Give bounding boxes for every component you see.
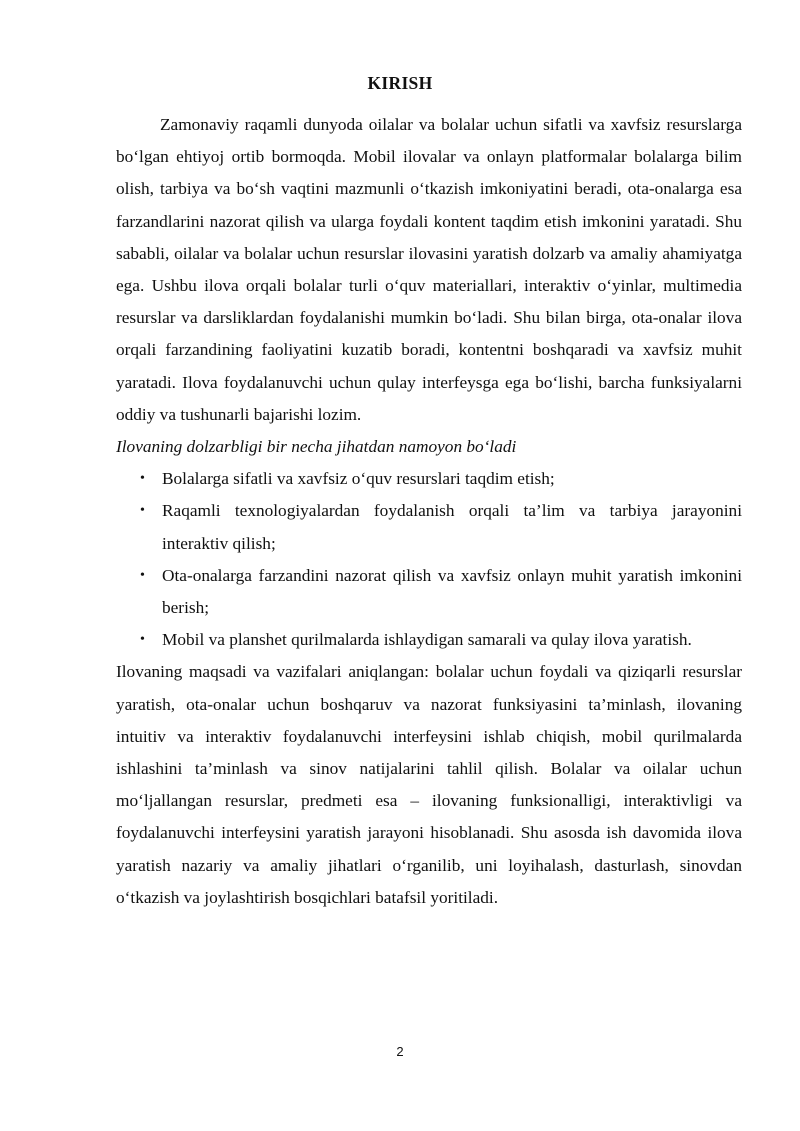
list-item	[140, 624, 742, 656]
list-item-text: Bolalarga sifatli va xavfsiz o‘quv resurslari taqdim etish;	[162, 469, 555, 489]
bullet-icon: •	[140, 567, 145, 583]
list-item	[140, 463, 742, 495]
body-text	[116, 109, 742, 914]
goals-paragraph: Ilovaning maqsadi va vazifalari aniqlangan: bolalar uchun foydali va qiziqarli resurslar yaratish, ota-onalar uchun boshqaruv va nazorat funksiyasini ta’minlash, ilovaning intuitiv va interaktiv foydalanuvchi interfeysini ishlab chiqish, mobil qurilmalarda ishlashini ta’minlash va sinov natijalarini tahlil qilish. Bolalar va oilalar uchun mo‘ljallangan resurslar, predmeti esa – ilovaning funksionalligi, interaktivligi va foydalanuvchi interfeysini yaratish jarayoni hisoblanadi. Shu asosda ish davomida ilova yaratish nazariy va amaliy jihatlari o‘rganilib, uni loyihalash, dasturlash, sinovdan o‘tkazish va joylashtirish bosqichlari batafsil yoritiladi.	[116, 662, 742, 907]
bullet-icon: •	[140, 471, 145, 487]
relevance-list	[116, 463, 742, 656]
list-item-text: Raqamli texnologiyalardan foydalanish orqali ta’lim va tarbiya jarayonini interaktiv qilish;	[162, 501, 742, 553]
bullet-icon: •	[140, 632, 145, 648]
page-number: 2	[396, 1044, 404, 1059]
list-item-text: Mobil va planshet qurilmalarda ishlaydigan samarali va qulay ilova yaratish.	[162, 630, 692, 650]
list-item	[140, 560, 742, 624]
bullet-icon: •	[140, 503, 145, 519]
page-title: KIRISH	[367, 73, 433, 93]
intro-paragraph: Zamonaviy raqamli dunyoda oilalar va bolalar uchun sifatli va xavfsiz resurslarga bo‘lgan ehtiyoj ortib bormoqda. Mobil ilovalar va onlayn platformalar bolalarga bilim olish, tarbiya va bo‘sh vaqtini mazmunli o‘tkazish imkoniyatini beradi, ota-onalarga esa farzandlarini nazorat qilish va ularga foydali kontent taqdim etish imkonini yaratadi. Shu sababli, oilalar va bolalar uchun resurslar ilovasini yaratish dolzarb va amaliy ahamiyatga ega. Ushbu ilova orqali bolalar turli o‘quv materiallari, interaktiv o‘yinlar, multimedia resurslar va darsliklardan foydalanishi mumkin bo‘ladi. Shu bilan birga, ota-onalar ilova orqali farzandining faoliyatini kuzatib boradi, kontentni boshqaradi va xavfsiz muhit yaratadi. Ilova foydalanuvchi uchun qulay interfeysga ega bo‘lishi, barcha funksiyalarni oddiy va tushunarli bajarishi lozim.	[116, 115, 742, 424]
list-item-text: Ota-onalarga farzandini nazorat qilish va xavfsiz onlayn muhit yaratish imkonini berish;	[162, 565, 742, 618]
list-item	[140, 495, 742, 559]
list-subheading: Ilovaning dolzarbligi bir necha jihatdan namoyon bo‘ladi	[116, 437, 517, 457]
